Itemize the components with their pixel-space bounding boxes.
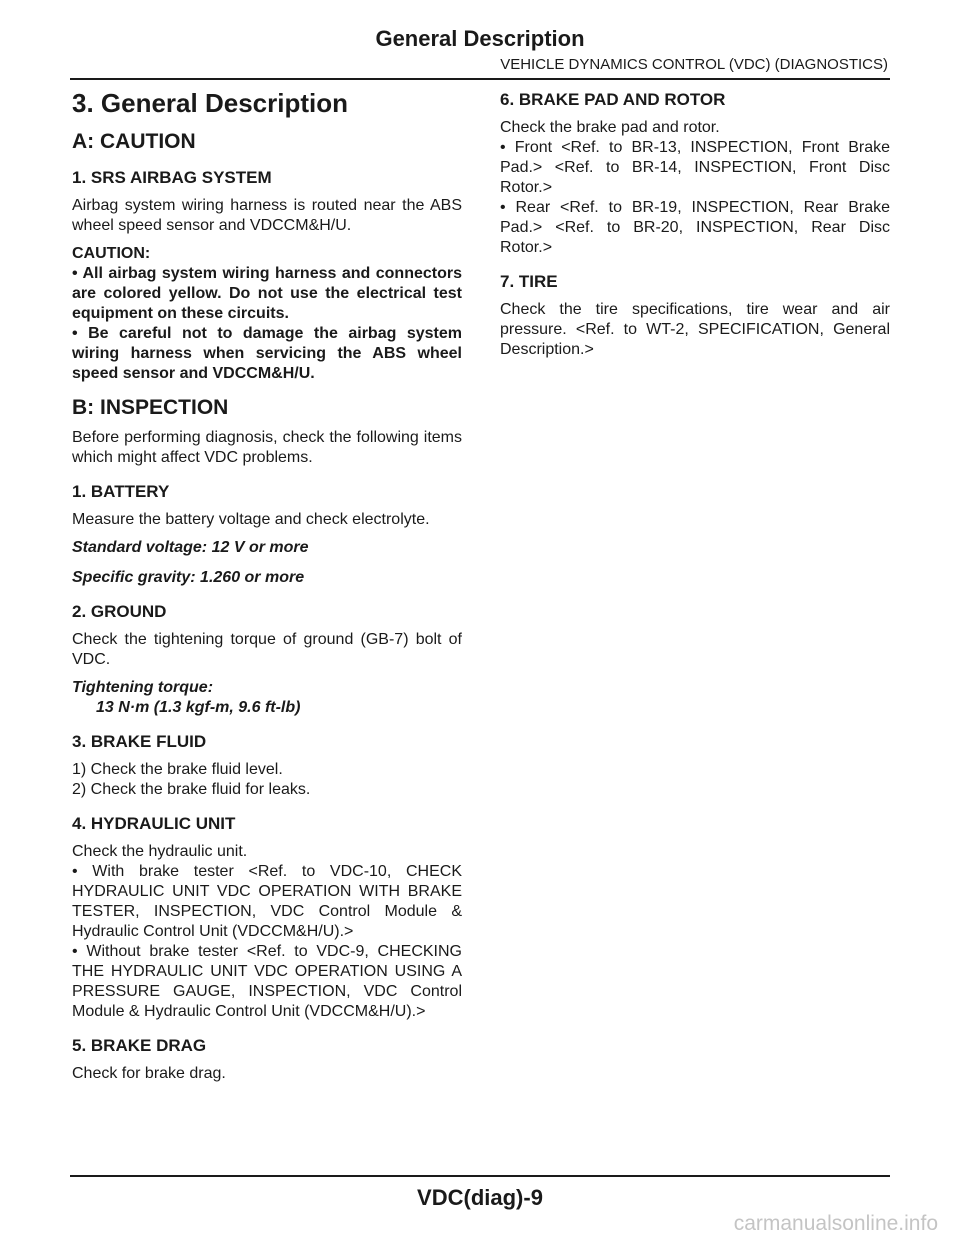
hydraulic-item: • Without brake tester <Ref. to VDC-9, CHECKING THE HYDRAULIC UNIT VDC OPERATION USING A PRESSURE GAUGE, INSPECTION, VDC Control Module & Hydraulic Control Unit (VDCCM&H/U).>	[72, 943, 462, 1020]
ground-torque-spec	[72, 678, 462, 718]
page-subtitle: VEHICLE DYNAMICS CONTROL (VDC) (DIAGNOSTICS)	[500, 56, 888, 73]
inspection-heading: B: INSPECTION	[72, 396, 229, 419]
caution-label: CAUTION:	[72, 245, 151, 262]
ground-torque-label: Tightening torque:	[72, 679, 214, 696]
inspection-intro: Before performing diagnosis, check the following items which might affect VDC problems.	[72, 429, 462, 466]
section-title: 3. General Description	[72, 88, 348, 118]
brake-pad-heading: 6. BRAKE PAD AND ROTOR	[500, 90, 726, 109]
page-footer	[70, 1175, 890, 1211]
caution-item: • Be careful not to damage the airbag system wiring harness when servicing the ABS wheel speed sensor and VDCCM&H/U.	[72, 325, 462, 382]
srs-heading: 1. SRS AIRBAG SYSTEM	[72, 168, 272, 187]
right-column	[500, 86, 890, 368]
brake-pad-text: Check the brake pad and rotor.	[500, 119, 720, 136]
hydraulic-text: Check the hydraulic unit.	[72, 843, 248, 860]
caution-block	[72, 244, 462, 384]
header-rule	[70, 78, 890, 80]
footer-rule	[70, 1175, 890, 1177]
hydraulic-heading: 4. HYDRAULIC UNIT	[72, 814, 236, 833]
ground-text: Check the tightening torque of ground (GB-7) bolt of VDC.	[72, 631, 462, 668]
brake-drag-heading: 5. BRAKE DRAG	[72, 1036, 207, 1055]
battery-heading: 1. BATTERY	[72, 482, 170, 501]
page-title: General Description	[375, 26, 585, 51]
brake-pad-front: • Front <Ref. to BR-13, INSPECTION, Front Brake Pad.> <Ref. to BR-14, INSPECTION, Front Disc Rotor.>	[500, 139, 890, 196]
ground-heading: 2. GROUND	[72, 602, 167, 621]
ground-torque-value: 13 N·m (1.3 kgf-m, 9.6 ft-lb)	[96, 699, 301, 716]
watermark: carmanualsonline.info	[733, 1212, 938, 1235]
battery-voltage-spec: Standard voltage: 12 V or more	[72, 539, 309, 556]
brake-fluid-heading: 3. BRAKE FLUID	[72, 732, 207, 751]
brake-fluid-step: 1) Check the brake fluid level.	[72, 761, 283, 778]
caution-heading: A: CAUTION	[72, 130, 196, 153]
brake-fluid-step: 2) Check the brake fluid for leaks.	[72, 781, 311, 798]
hydraulic-block	[72, 842, 462, 1022]
srs-text: Airbag system wiring harness is routed near the ABS wheel speed sensor and VDCCM&H/U.	[72, 197, 462, 234]
page-header	[70, 0, 890, 73]
brake-pad-rear: • Rear <Ref. to BR-19, INSPECTION, Rear Brake Pad.> <Ref. to BR-20, INSPECTION, Rear Disc Rotor.>	[500, 199, 890, 256]
battery-gravity-spec: Specific gravity: 1.260 or more	[72, 569, 305, 586]
battery-text: Measure the battery voltage and check electrolyte.	[72, 511, 430, 528]
tire-text: Check the tire specifications, tire wear and air pressure. <Ref. to WT-2, SPECIFICATION, General Description.>	[500, 301, 890, 358]
brake-drag-text: Check for brake drag.	[72, 1065, 226, 1082]
brake-fluid-steps	[72, 760, 462, 800]
left-column	[72, 86, 462, 1092]
tire-heading: 7. TIRE	[500, 272, 558, 291]
brake-pad-block	[500, 118, 890, 258]
caution-item: • All airbag system wiring harness and connectors are colored yellow. Do not use the electrical test equipment on these circuits.	[72, 265, 462, 322]
hydraulic-item: • With brake tester <Ref. to VDC-10, CHECK HYDRAULIC UNIT VDC OPERATION WITH BRAKE TESTER, INSPECTION, VDC Control Module & Hydraulic Control Unit (VDCCM&H/U).>	[72, 863, 462, 940]
page-number: VDC(diag)-9	[417, 1185, 543, 1210]
